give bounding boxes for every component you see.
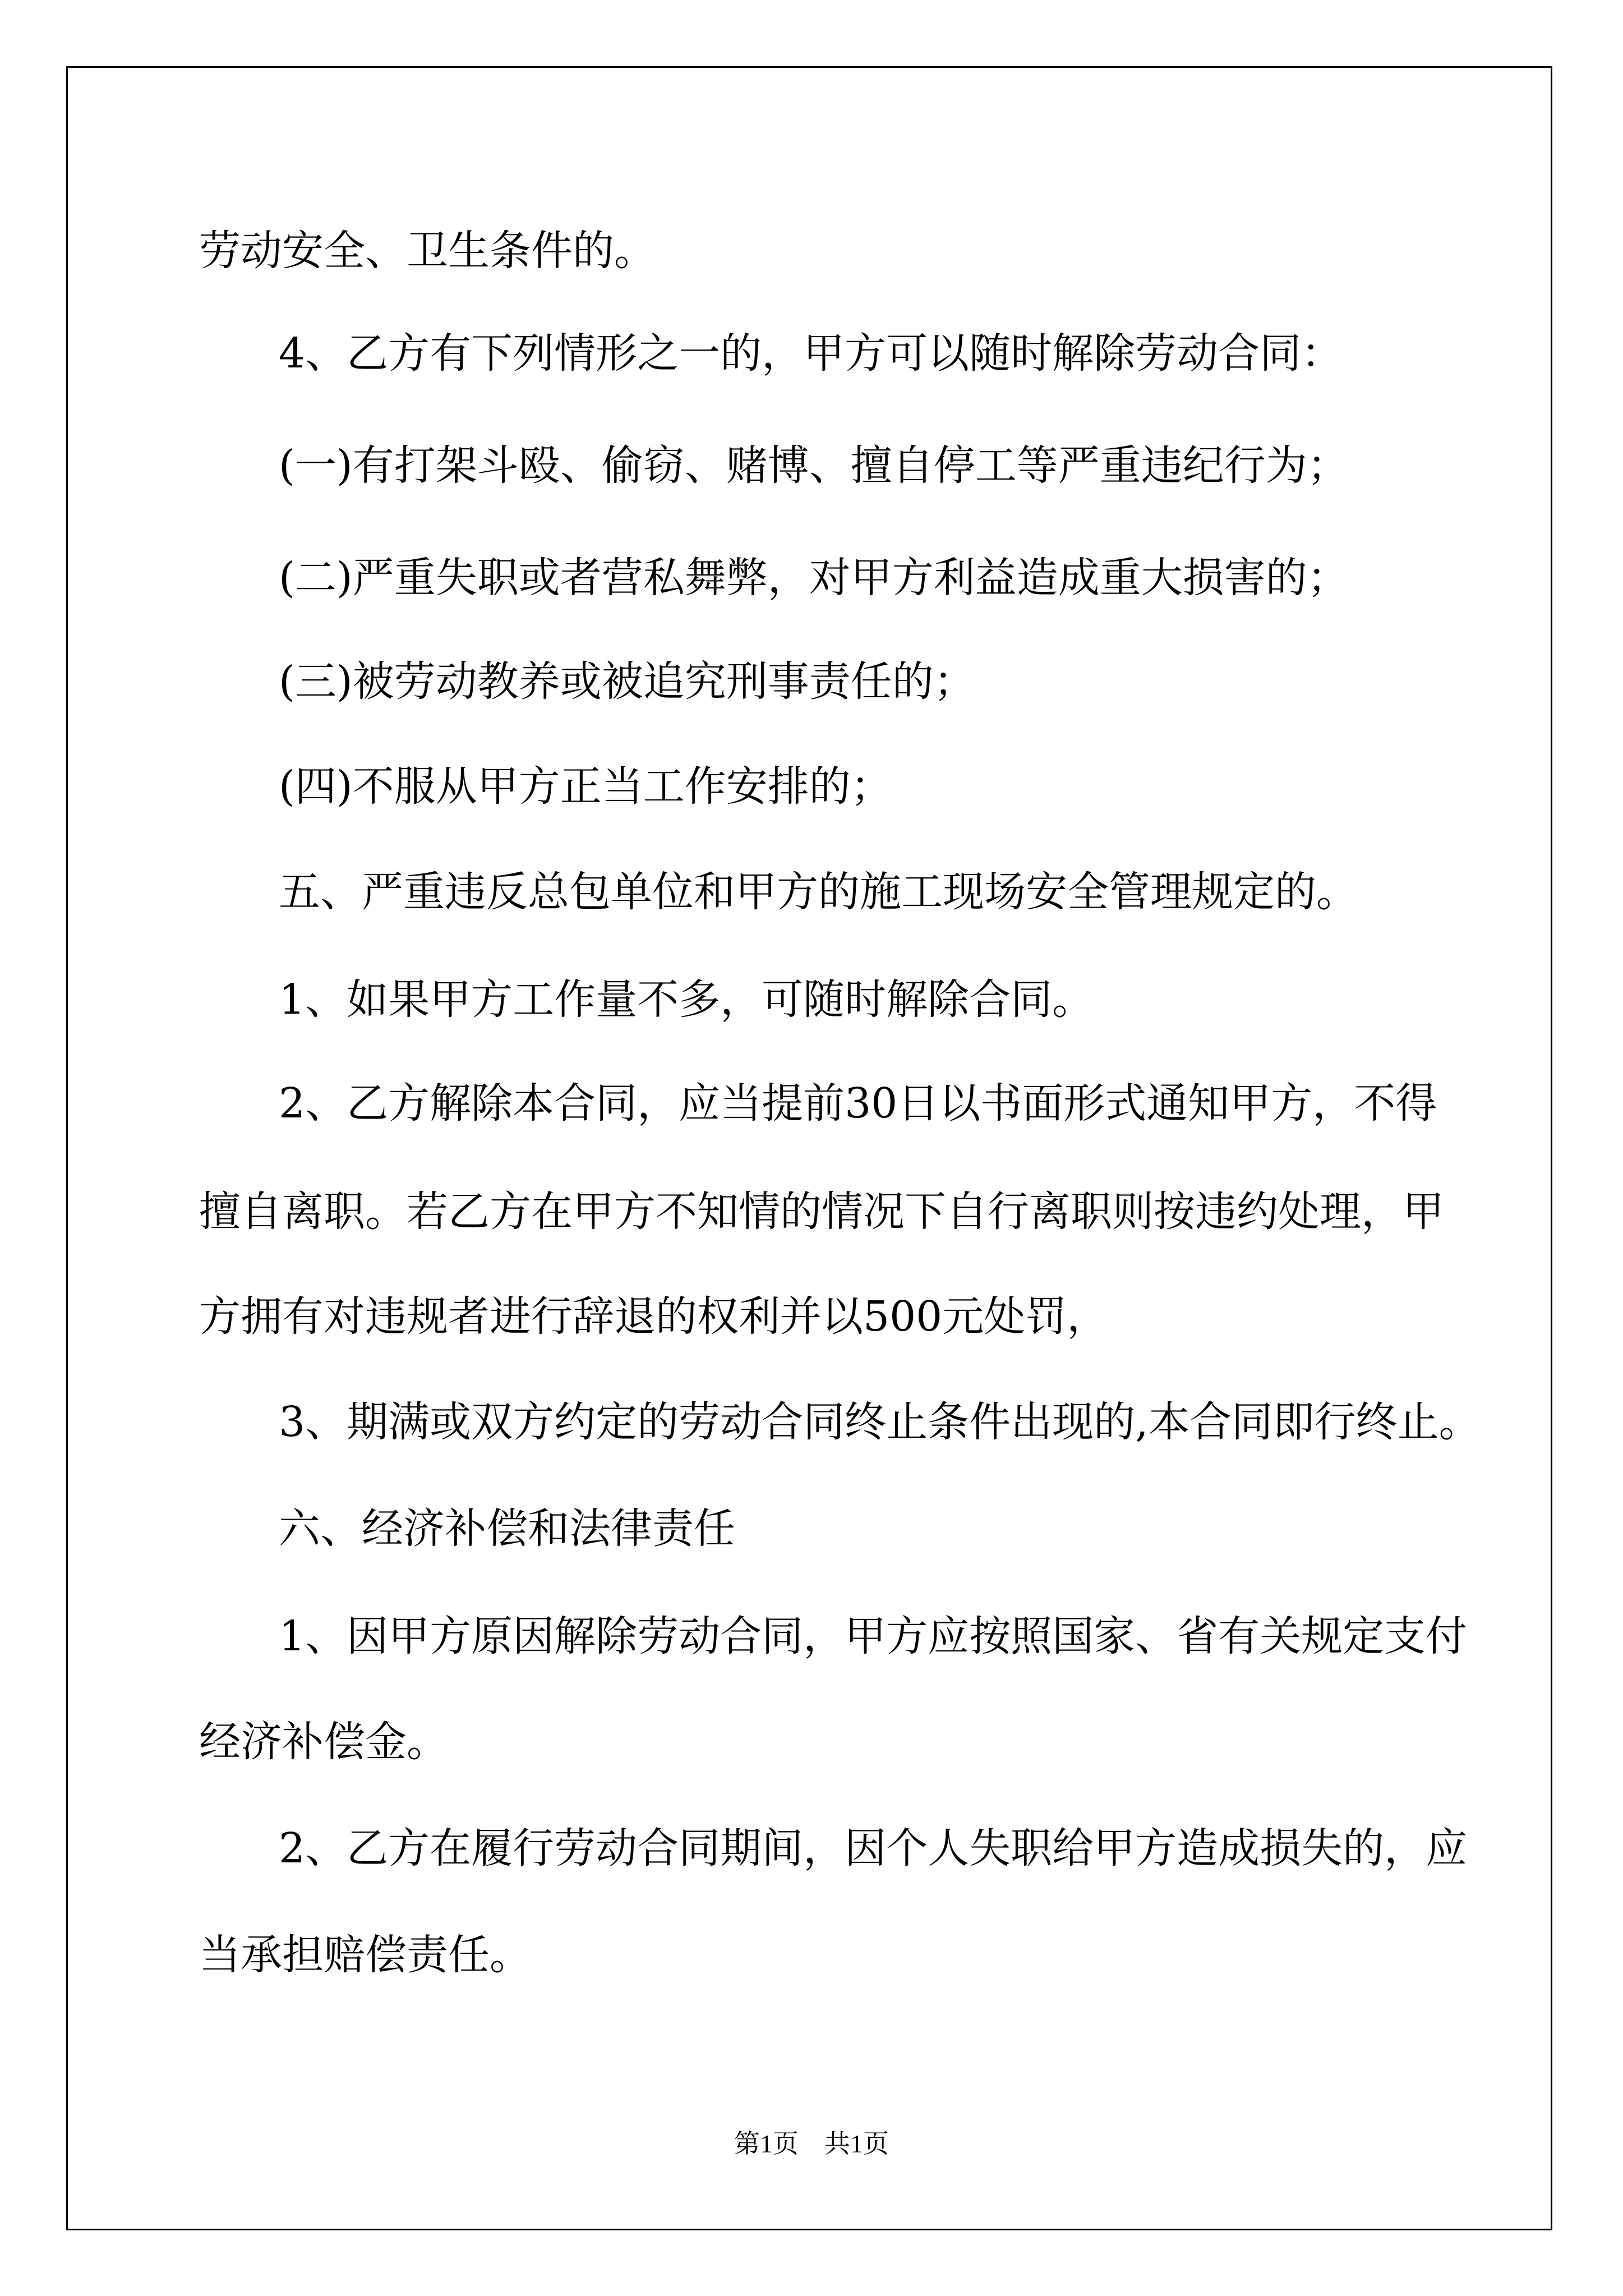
text-line-10: 擅自离职。若乙方在甲方不知情的情况下自行离职则按违约处理，甲: [199, 1188, 1444, 1236]
text-line-9: 2、乙方解除本合同，应当提前30日以书面形式通知甲方，不得: [279, 1079, 1437, 1128]
text-line-5: (三)被劳动教养或被追究刑事责任的；: [279, 657, 975, 706]
text-line-2: 4、乙方有下列情形之一的，甲方可以随时解除劳动合同：: [279, 329, 1343, 378]
text-line-6: (四)不服从甲方正当工作安排的；: [279, 762, 892, 811]
text-line-17: 当承担赔偿责任。: [199, 1931, 531, 1979]
text-line-4: (二)严重失职或者营私舞弊，对甲方利益造成重大损害的；: [279, 554, 1349, 602]
text-line-15: 经济补偿金。: [199, 1718, 448, 1766]
text-line-11: 方拥有对违规者进行辞退的权利并以500元处罚，: [199, 1292, 1109, 1341]
text-line-8: 1、如果甲方工作量不多，可随时解除合同。: [279, 976, 1094, 1024]
text-line-7: 五、严重违反总包单位和甲方的施工现场安全管理规定的。: [279, 868, 1358, 916]
text-line-12: 3、期满或双方约定的劳动合同终止条件出现的,本合同即行终止。: [279, 1398, 1481, 1446]
text-line-1: 劳动安全、卫生条件的。: [199, 227, 656, 275]
text-line-16: 2、乙方在履行劳动合同期间，因个人失职给甲方造成损失的，应: [279, 1824, 1468, 1872]
page-number-footer: 第1页 共1页: [734, 2129, 889, 2158]
text-line-13: 六、经济补偿和法律责任: [279, 1504, 735, 1553]
text-line-3: (一)有打架斗殴、偷窃、赌博、擅自停工等严重违纪行为；: [279, 441, 1349, 490]
page-border: [66, 66, 1552, 2230]
text-line-14: 1、因甲方原因解除劳动合同，甲方应按照国家、省有关规定支付: [279, 1612, 1468, 1660]
